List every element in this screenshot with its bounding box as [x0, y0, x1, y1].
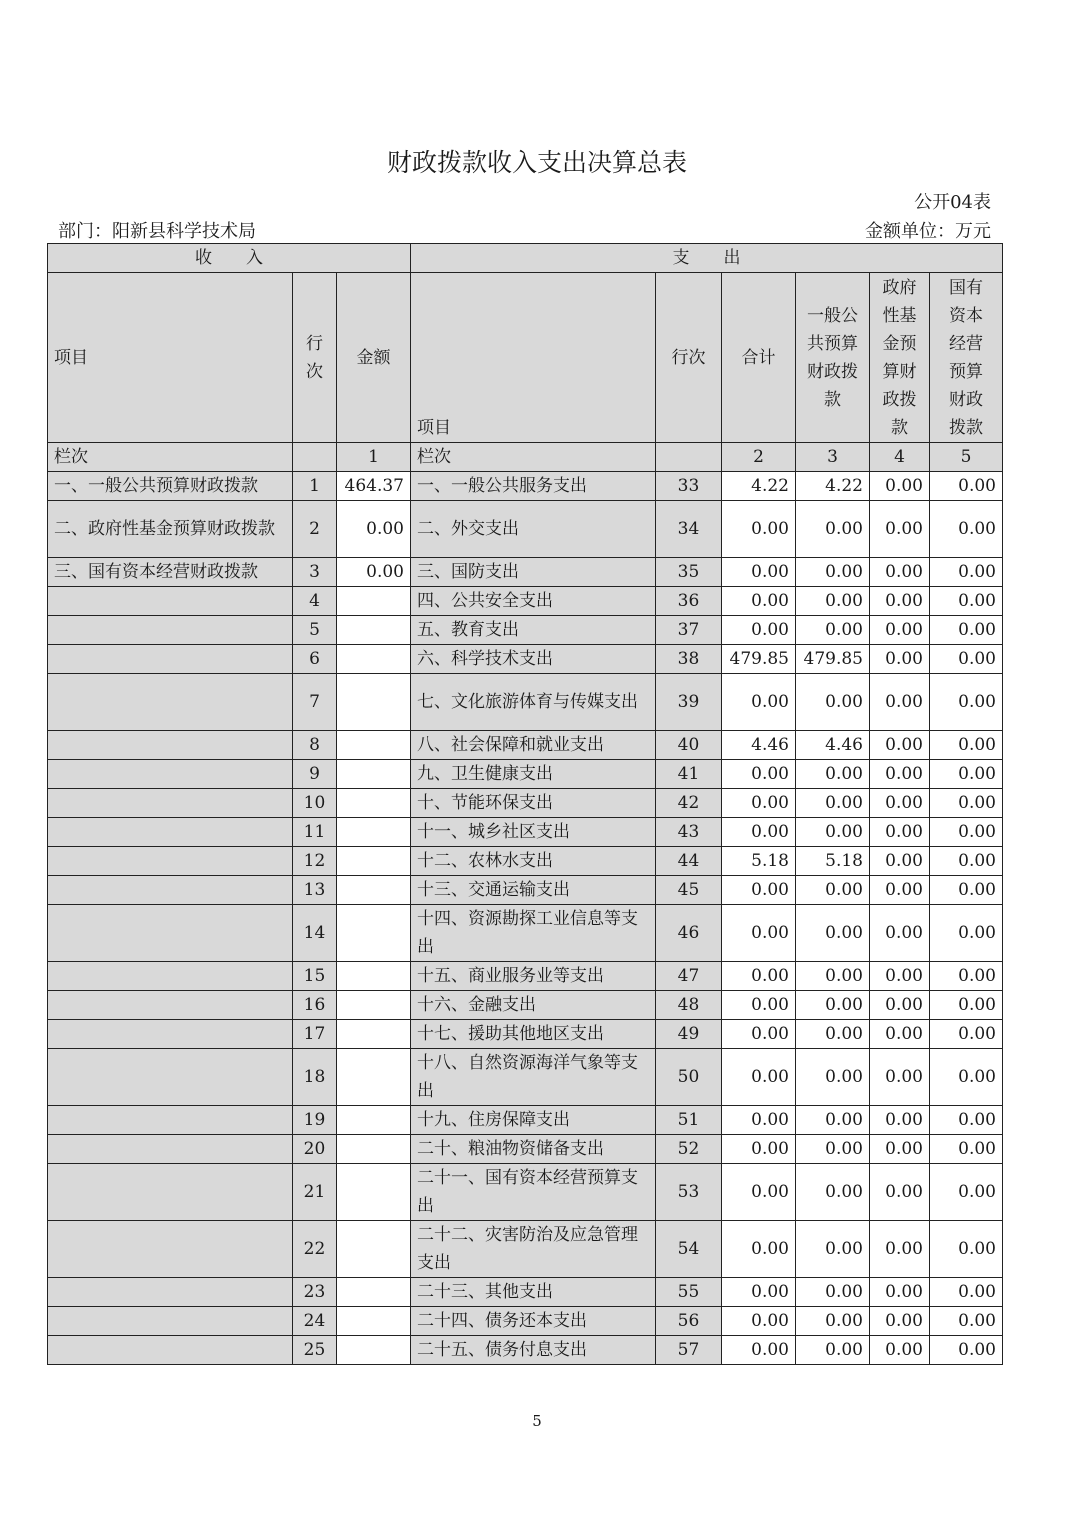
expense-item-cell: 六、科学技术支出 — [411, 645, 656, 674]
expense-row-no-cell: 46 — [656, 905, 722, 962]
income-amount-cell — [337, 645, 411, 674]
state-capital-cell: 0.00 — [930, 1049, 1003, 1106]
general-budget-cell: 0.00 — [796, 1164, 870, 1221]
total-cell: 0.00 — [722, 991, 796, 1020]
income-row-no-cell: 17 — [293, 1020, 337, 1049]
income-row-no-cell: 7 — [293, 674, 337, 731]
general-budget-cell: 0.00 — [796, 1135, 870, 1164]
income-amount-header: 金额 — [337, 273, 411, 443]
income-row-no-cell: 4 — [293, 587, 337, 616]
general-budget-cell: 0.00 — [796, 674, 870, 731]
total-cell: 0.00 — [722, 501, 796, 558]
income-amount-cell — [337, 847, 411, 876]
general-budget-cell: 4.46 — [796, 731, 870, 760]
income-item-cell — [48, 1278, 293, 1307]
income-item-cell — [48, 1221, 293, 1278]
state-capital-cell: 0.00 — [930, 1221, 1003, 1278]
total-cell: 0.00 — [722, 1020, 796, 1049]
income-row-no-cell: 3 — [293, 558, 337, 587]
state-capital-cell: 0.00 — [930, 645, 1003, 674]
expense-item-cell: 二十三、其他支出 — [411, 1278, 656, 1307]
gov-fund-cell: 0.00 — [870, 1307, 930, 1336]
general-budget-cell: 0.00 — [796, 1336, 870, 1365]
total-cell: 0.00 — [722, 1164, 796, 1221]
income-item-cell — [48, 1049, 293, 1106]
expense-item-cell: 九、卫生健康支出 — [411, 760, 656, 789]
gov-fund-cell: 0.00 — [870, 1278, 930, 1307]
income-item-cell — [48, 847, 293, 876]
general-budget-cell: 0.00 — [796, 587, 870, 616]
income-item-cell — [48, 1336, 293, 1365]
income-item-cell: 三、国有资本经营财政拨款 — [48, 558, 293, 587]
table-row — [48, 616, 1003, 645]
expense-row-no-cell: 53 — [656, 1164, 722, 1221]
gov-fund-cell: 0.00 — [870, 1049, 930, 1106]
income-item-cell — [48, 587, 293, 616]
table-row — [48, 847, 1003, 876]
table-row — [48, 1278, 1003, 1307]
column-no-empty — [293, 443, 337, 472]
gov-fund-cell: 0.00 — [870, 674, 930, 731]
gov-fund-cell: 0.00 — [870, 587, 930, 616]
expense-item-cell: 十七、援助其他地区支出 — [411, 1020, 656, 1049]
total-cell: 0.00 — [722, 1336, 796, 1365]
state-capital-cell: 0.00 — [930, 991, 1003, 1020]
income-row-no-cell: 20 — [293, 1135, 337, 1164]
income-row-no-cell: 9 — [293, 760, 337, 789]
total-cell: 479.85 — [722, 645, 796, 674]
income-amount-cell — [337, 731, 411, 760]
state-capital-cell: 0.00 — [930, 616, 1003, 645]
general-budget-cell: 0.00 — [796, 789, 870, 818]
gov-fund-cell: 0.00 — [870, 501, 930, 558]
table-row — [48, 1020, 1003, 1049]
table-row — [48, 1307, 1003, 1336]
expense-row-no-cell: 34 — [656, 501, 722, 558]
income-item-cell — [48, 905, 293, 962]
state-capital-cell: 0.00 — [930, 789, 1003, 818]
state-capital-cell: 0.00 — [930, 962, 1003, 991]
table-row — [48, 1336, 1003, 1365]
state-capital-cell: 0.00 — [930, 1336, 1003, 1365]
state-capital-cell: 0.00 — [930, 876, 1003, 905]
general-budget-cell: 0.00 — [796, 1278, 870, 1307]
gov-fund-cell: 0.00 — [870, 645, 930, 674]
table-row — [48, 1106, 1003, 1135]
income-item-cell — [48, 1020, 293, 1049]
general-budget-cell: 0.00 — [796, 1221, 870, 1278]
expense-item-cell: 七、文化旅游体育与传媒支出 — [411, 674, 656, 731]
column-no-3: 3 — [796, 443, 870, 472]
expense-row-no-cell: 57 — [656, 1336, 722, 1365]
gov-fund-cell: 0.00 — [870, 818, 930, 847]
state-capital-cell: 0.00 — [930, 905, 1003, 962]
income-amount-cell: 464.37 — [337, 472, 411, 501]
income-item-cell — [48, 1135, 293, 1164]
gov-fund-cell: 0.00 — [870, 558, 930, 587]
expense-item-cell: 十五、商业服务业等支出 — [411, 962, 656, 991]
state-capital-cell: 0.00 — [930, 501, 1003, 558]
expense-row-no-cell: 44 — [656, 847, 722, 876]
general-budget-cell: 0.00 — [796, 962, 870, 991]
state-capital-cell: 0.00 — [930, 1020, 1003, 1049]
income-row-no-cell: 2 — [293, 501, 337, 558]
gov-fund-cell: 0.00 — [870, 905, 930, 962]
income-row-no-cell: 22 — [293, 1221, 337, 1278]
income-amount-cell — [337, 1307, 411, 1336]
expense-item-cell: 一、一般公共服务支出 — [411, 472, 656, 501]
state-capital-cell: 0.00 — [930, 731, 1003, 760]
income-row-no-cell: 23 — [293, 1278, 337, 1307]
column-no-1: 1 — [337, 443, 411, 472]
income-row-no-cell: 14 — [293, 905, 337, 962]
total-cell: 0.00 — [722, 616, 796, 645]
income-amount-cell — [337, 991, 411, 1020]
income-item-cell — [48, 760, 293, 789]
general-budget-cell: 5.18 — [796, 847, 870, 876]
income-item-cell — [48, 645, 293, 674]
expense-item-cell: 二十、粮油物资储备支出 — [411, 1135, 656, 1164]
table-row — [48, 501, 1003, 558]
income-item-cell — [48, 616, 293, 645]
gov-fund-cell: 0.00 — [870, 760, 930, 789]
income-row-no-cell: 11 — [293, 818, 337, 847]
expense-item-cell: 十六、金融支出 — [411, 991, 656, 1020]
income-row-no-cell: 16 — [293, 991, 337, 1020]
page-title: 财政拨款收入支出决算总表 — [386, 148, 687, 177]
state-capital-cell: 0.00 — [930, 1307, 1003, 1336]
column-no-2: 2 — [722, 443, 796, 472]
total-cell: 4.46 — [722, 731, 796, 760]
income-amount-cell — [337, 674, 411, 731]
expense-item-cell: 二十一、国有资本经营预算支出 — [411, 1164, 656, 1221]
expense-item-cell: 十三、交通运输支出 — [411, 876, 656, 905]
general-budget-cell: 0.00 — [796, 558, 870, 587]
income-amount-cell — [337, 876, 411, 905]
total-cell: 0.00 — [722, 587, 796, 616]
total-cell: 0.00 — [722, 1049, 796, 1106]
income-item-cell — [48, 1307, 293, 1336]
expense-item-cell: 十四、资源勘探工业信息等支出 — [411, 905, 656, 962]
total-cell: 0.00 — [722, 1221, 796, 1278]
income-row-no-cell: 15 — [293, 962, 337, 991]
income-amount-cell — [337, 818, 411, 847]
income-item-cell — [48, 1106, 293, 1135]
total-cell: 0.00 — [722, 1135, 796, 1164]
table-row — [48, 472, 1003, 501]
income-amount-cell: 0.00 — [337, 558, 411, 587]
income-amount-cell: 0.00 — [337, 501, 411, 558]
department-label: 部门：阳新县科学技术局 — [58, 221, 256, 242]
expense-row-no-cell: 52 — [656, 1135, 722, 1164]
expense-row-no-cell: 48 — [656, 991, 722, 1020]
expense-row-no-cell: 39 — [656, 674, 722, 731]
table-row — [48, 905, 1003, 962]
income-item-cell — [48, 1164, 293, 1221]
expense-item-cell: 十、节能环保支出 — [411, 789, 656, 818]
state-capital-cell: 0.00 — [930, 760, 1003, 789]
total-cell: 0.00 — [722, 905, 796, 962]
budget-table — [47, 243, 1003, 1365]
general-budget-cell: 0.00 — [796, 818, 870, 847]
table-row — [48, 1135, 1003, 1164]
income-amount-cell — [337, 616, 411, 645]
income-amount-cell — [337, 905, 411, 962]
form-number: 公开04表 — [914, 192, 991, 213]
gov-fund-cell: 0.00 — [870, 847, 930, 876]
total-cell: 0.00 — [722, 789, 796, 818]
income-row-no-cell: 25 — [293, 1336, 337, 1365]
expense-row-no-cell: 35 — [656, 558, 722, 587]
income-item-cell — [48, 674, 293, 731]
expense-row-no-cell: 50 — [656, 1049, 722, 1106]
income-amount-cell — [337, 760, 411, 789]
gov-fund-cell: 0.00 — [870, 1164, 930, 1221]
expense-row-no-cell: 51 — [656, 1106, 722, 1135]
table-row — [48, 587, 1003, 616]
total-cell: 5.18 — [722, 847, 796, 876]
gov-fund-cell: 0.00 — [870, 876, 930, 905]
state-capital-cell: 0.00 — [930, 587, 1003, 616]
gov-fund-header: 政府性基金预算财政拨款 — [870, 273, 930, 443]
state-capital-cell: 0.00 — [930, 1106, 1003, 1135]
expense-section-header: 支 出 — [411, 244, 1003, 273]
income-row-no-header: 行次 — [293, 273, 337, 443]
income-row-no-cell: 5 — [293, 616, 337, 645]
expense-item-cell: 十一、城乡社区支出 — [411, 818, 656, 847]
expense-row-no-cell: 33 — [656, 472, 722, 501]
gov-fund-cell: 0.00 — [870, 789, 930, 818]
expense-row-no-cell: 36 — [656, 587, 722, 616]
income-item-cell — [48, 818, 293, 847]
income-item-cell — [48, 962, 293, 991]
expense-row-no-cell: 38 — [656, 645, 722, 674]
expense-item-cell: 五、教育支出 — [411, 616, 656, 645]
income-row-no-cell: 12 — [293, 847, 337, 876]
income-amount-cell — [337, 1164, 411, 1221]
income-item-cell — [48, 789, 293, 818]
income-row-no-cell: 10 — [293, 789, 337, 818]
expense-item-cell: 八、社会保障和就业支出 — [411, 731, 656, 760]
general-budget-cell: 0.00 — [796, 991, 870, 1020]
state-capital-cell: 0.00 — [930, 558, 1003, 587]
total-cell: 0.00 — [722, 1307, 796, 1336]
expense-item-cell: 四、公共安全支出 — [411, 587, 656, 616]
state-capital-cell: 0.00 — [930, 1278, 1003, 1307]
table-row — [48, 991, 1003, 1020]
total-cell: 0.00 — [722, 818, 796, 847]
table-row — [48, 789, 1003, 818]
gov-fund-cell: 0.00 — [870, 1221, 930, 1278]
income-section-header: 收 入 — [48, 244, 411, 273]
income-item-cell — [48, 731, 293, 760]
total-cell: 0.00 — [722, 674, 796, 731]
table-row — [48, 1221, 1003, 1278]
expense-row-no-cell: 41 — [656, 760, 722, 789]
expense-row-no-cell: 56 — [656, 1307, 722, 1336]
general-budget-cell: 0.00 — [796, 1049, 870, 1106]
expense-item-cell: 三、国防支出 — [411, 558, 656, 587]
table-row — [48, 674, 1003, 731]
gov-fund-cell: 0.00 — [870, 1336, 930, 1365]
expense-row-no-header: 行次 — [656, 273, 722, 443]
expense-row-no-cell: 54 — [656, 1221, 722, 1278]
expense-item-cell: 二十五、债务付息支出 — [411, 1336, 656, 1365]
total-cell: 0.00 — [722, 760, 796, 789]
gov-fund-cell: 0.00 — [870, 991, 930, 1020]
table-row — [48, 1049, 1003, 1106]
expense-row-no-cell: 49 — [656, 1020, 722, 1049]
income-amount-cell — [337, 587, 411, 616]
gov-fund-cell: 0.00 — [870, 962, 930, 991]
state-capital-cell: 0.00 — [930, 818, 1003, 847]
expense-row-no-cell: 55 — [656, 1278, 722, 1307]
general-budget-cell: 0.00 — [796, 760, 870, 789]
column-no-5: 5 — [930, 443, 1003, 472]
state-capital-cell: 0.00 — [930, 674, 1003, 731]
income-row-no-cell: 19 — [293, 1106, 337, 1135]
general-budget-header: 一般公共预算财政拨款 — [796, 273, 870, 443]
gov-fund-cell: 0.00 — [870, 616, 930, 645]
total-cell: 0.00 — [722, 876, 796, 905]
total-cell: 0.00 — [722, 1106, 796, 1135]
general-budget-cell: 4.22 — [796, 472, 870, 501]
income-row-no-cell: 13 — [293, 876, 337, 905]
general-budget-cell: 0.00 — [796, 616, 870, 645]
total-cell: 0.00 — [722, 558, 796, 587]
column-no-4: 4 — [870, 443, 930, 472]
income-item-cell: 二、政府性基金预算财政拨款 — [48, 501, 293, 558]
total-cell: 0.00 — [722, 962, 796, 991]
table-row — [48, 645, 1003, 674]
income-row-no-cell: 21 — [293, 1164, 337, 1221]
column-no-empty-2 — [656, 443, 722, 472]
table-row — [48, 962, 1003, 991]
expense-item-cell: 二十四、债务还本支出 — [411, 1307, 656, 1336]
column-no-label-2: 栏次 — [411, 443, 656, 472]
table-row — [48, 731, 1003, 760]
income-row-no-cell: 6 — [293, 645, 337, 674]
general-budget-cell: 0.00 — [796, 876, 870, 905]
general-budget-cell: 0.00 — [796, 1307, 870, 1336]
expense-row-no-cell: 43 — [656, 818, 722, 847]
column-no-label: 栏次 — [48, 443, 293, 472]
gov-fund-cell: 0.00 — [870, 1106, 930, 1135]
table-row — [48, 1164, 1003, 1221]
state-capital-cell: 0.00 — [930, 1164, 1003, 1221]
table-row — [48, 818, 1003, 847]
gov-fund-cell: 0.00 — [870, 1135, 930, 1164]
expense-item-header: 项目 — [411, 273, 656, 443]
state-capital-cell: 0.00 — [930, 847, 1003, 876]
income-amount-cell — [337, 1135, 411, 1164]
expense-row-no-cell: 47 — [656, 962, 722, 991]
general-budget-cell: 0.00 — [796, 1106, 870, 1135]
page-number: 5 — [532, 1412, 542, 1430]
general-budget-cell: 0.00 — [796, 905, 870, 962]
income-amount-cell — [337, 1106, 411, 1135]
income-item-cell — [48, 991, 293, 1020]
expense-item-cell: 二十二、灾害防治及应急管理支出 — [411, 1221, 656, 1278]
total-cell: 0.00 — [722, 1278, 796, 1307]
income-item-cell: 一、一般公共预算财政拨款 — [48, 472, 293, 501]
income-amount-cell — [337, 1049, 411, 1106]
income-amount-cell — [337, 962, 411, 991]
table-row — [48, 760, 1003, 789]
income-item-header: 项目 — [48, 273, 293, 443]
general-budget-cell: 0.00 — [796, 1020, 870, 1049]
general-budget-cell: 479.85 — [796, 645, 870, 674]
income-amount-cell — [337, 1336, 411, 1365]
income-row-no-cell: 8 — [293, 731, 337, 760]
state-capital-cell: 0.00 — [930, 1135, 1003, 1164]
expense-item-cell: 十九、住房保障支出 — [411, 1106, 656, 1135]
expense-item-cell: 十二、农林水支出 — [411, 847, 656, 876]
general-budget-cell: 0.00 — [796, 501, 870, 558]
gov-fund-cell: 0.00 — [870, 1020, 930, 1049]
income-amount-cell — [337, 789, 411, 818]
state-capital-cell: 0.00 — [930, 472, 1003, 501]
expense-item-cell: 二、外交支出 — [411, 501, 656, 558]
income-row-no-cell: 24 — [293, 1307, 337, 1336]
table-row — [48, 876, 1003, 905]
total-header: 合计 — [722, 273, 796, 443]
state-capital-header: 国有资本经营预算财政拨款 — [930, 273, 1003, 443]
table-row — [48, 558, 1003, 587]
expense-item-cell: 十八、自然资源海洋气象等支出 — [411, 1049, 656, 1106]
income-amount-cell — [337, 1020, 411, 1049]
income-item-cell — [48, 876, 293, 905]
expense-row-no-cell: 45 — [656, 876, 722, 905]
income-row-no-cell: 18 — [293, 1049, 337, 1106]
unit-label: 金额单位：万元 — [865, 221, 991, 242]
total-cell: 4.22 — [722, 472, 796, 501]
gov-fund-cell: 0.00 — [870, 731, 930, 760]
gov-fund-cell: 0.00 — [870, 472, 930, 501]
income-row-no-cell: 1 — [293, 472, 337, 501]
income-amount-cell — [337, 1221, 411, 1278]
expense-row-no-cell: 40 — [656, 731, 722, 760]
income-amount-cell — [337, 1278, 411, 1307]
expense-row-no-cell: 37 — [656, 616, 722, 645]
expense-row-no-cell: 42 — [656, 789, 722, 818]
